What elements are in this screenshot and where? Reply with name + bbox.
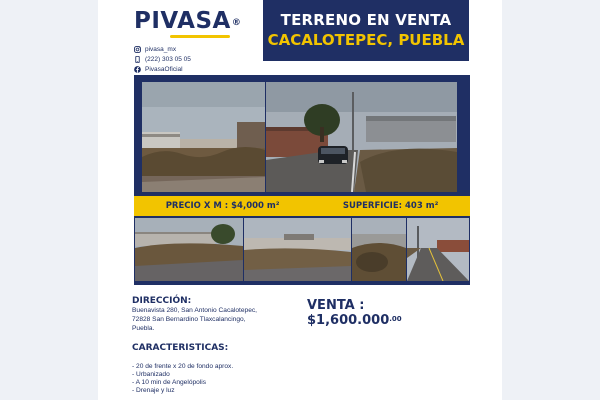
- characteristic-item: - 20 de frente x 20 de fondo aprox.: [132, 363, 234, 370]
- contact-phone[interactable]: [134, 54, 241, 64]
- title-box: [263, 0, 469, 61]
- facebook-icon: [134, 66, 141, 73]
- address-line: 72828 San Bernardino Tlaxcalancingo,: [132, 316, 246, 323]
- address-line: Buenavista 280, San Antonio Cacalotepec,: [132, 307, 258, 314]
- contact-facebook[interactable]: [134, 64, 241, 74]
- characteristic-item: - A 10 min de Angelópolis: [132, 379, 207, 386]
- contact-instagram[interactable]: [134, 44, 241, 54]
- logo-swoosh: [170, 35, 230, 38]
- pivasa-logo: PIVASA®: [134, 8, 242, 34]
- lot-photo-4: [352, 218, 406, 281]
- price-band: [134, 196, 470, 216]
- lot-photo-2: [135, 218, 243, 281]
- address-line: Puebla.: [132, 325, 155, 332]
- facebook-page: PivasaOficial: [145, 65, 183, 73]
- characteristic-item: - Drenaje y luz: [132, 387, 175, 394]
- listing-location: CACALOTEPEC, PUEBLA: [267, 31, 465, 49]
- address-label: DIRECCIÓN:: [132, 296, 192, 306]
- phone-icon: [134, 56, 141, 63]
- instagram-icon: [134, 46, 141, 53]
- characteristics-label: CARACTERISTICAS:: [132, 343, 229, 353]
- phone-number: (222) 303 05 05: [145, 55, 191, 63]
- characteristic-item: - Urbanizado: [132, 371, 170, 378]
- sale-block: [307, 298, 402, 328]
- listing-title: TERRENO EN VENTA: [280, 11, 452, 29]
- sale-price-cents: .00: [389, 315, 402, 323]
- info-section: [132, 296, 302, 395]
- characteristics-list: [132, 363, 302, 395]
- sale-price: $\$1,600.000^{.00}$: [307, 313, 402, 328]
- lot-photo-1: [142, 82, 265, 192]
- lot-photo-3: [244, 218, 351, 281]
- street-photo-2: [407, 218, 469, 281]
- price-per-meter: PRECIO X M : $4,000 m²: [165, 201, 280, 211]
- brand-block: [134, 9, 241, 74]
- sale-label: VENTA :: [307, 298, 365, 313]
- surface-area: SUPERFICIE: 403 m²: [342, 201, 439, 211]
- flyer-page: [98, 0, 502, 400]
- instagram-handle: pivasa_mx: [145, 45, 177, 53]
- street-photo: [266, 82, 457, 192]
